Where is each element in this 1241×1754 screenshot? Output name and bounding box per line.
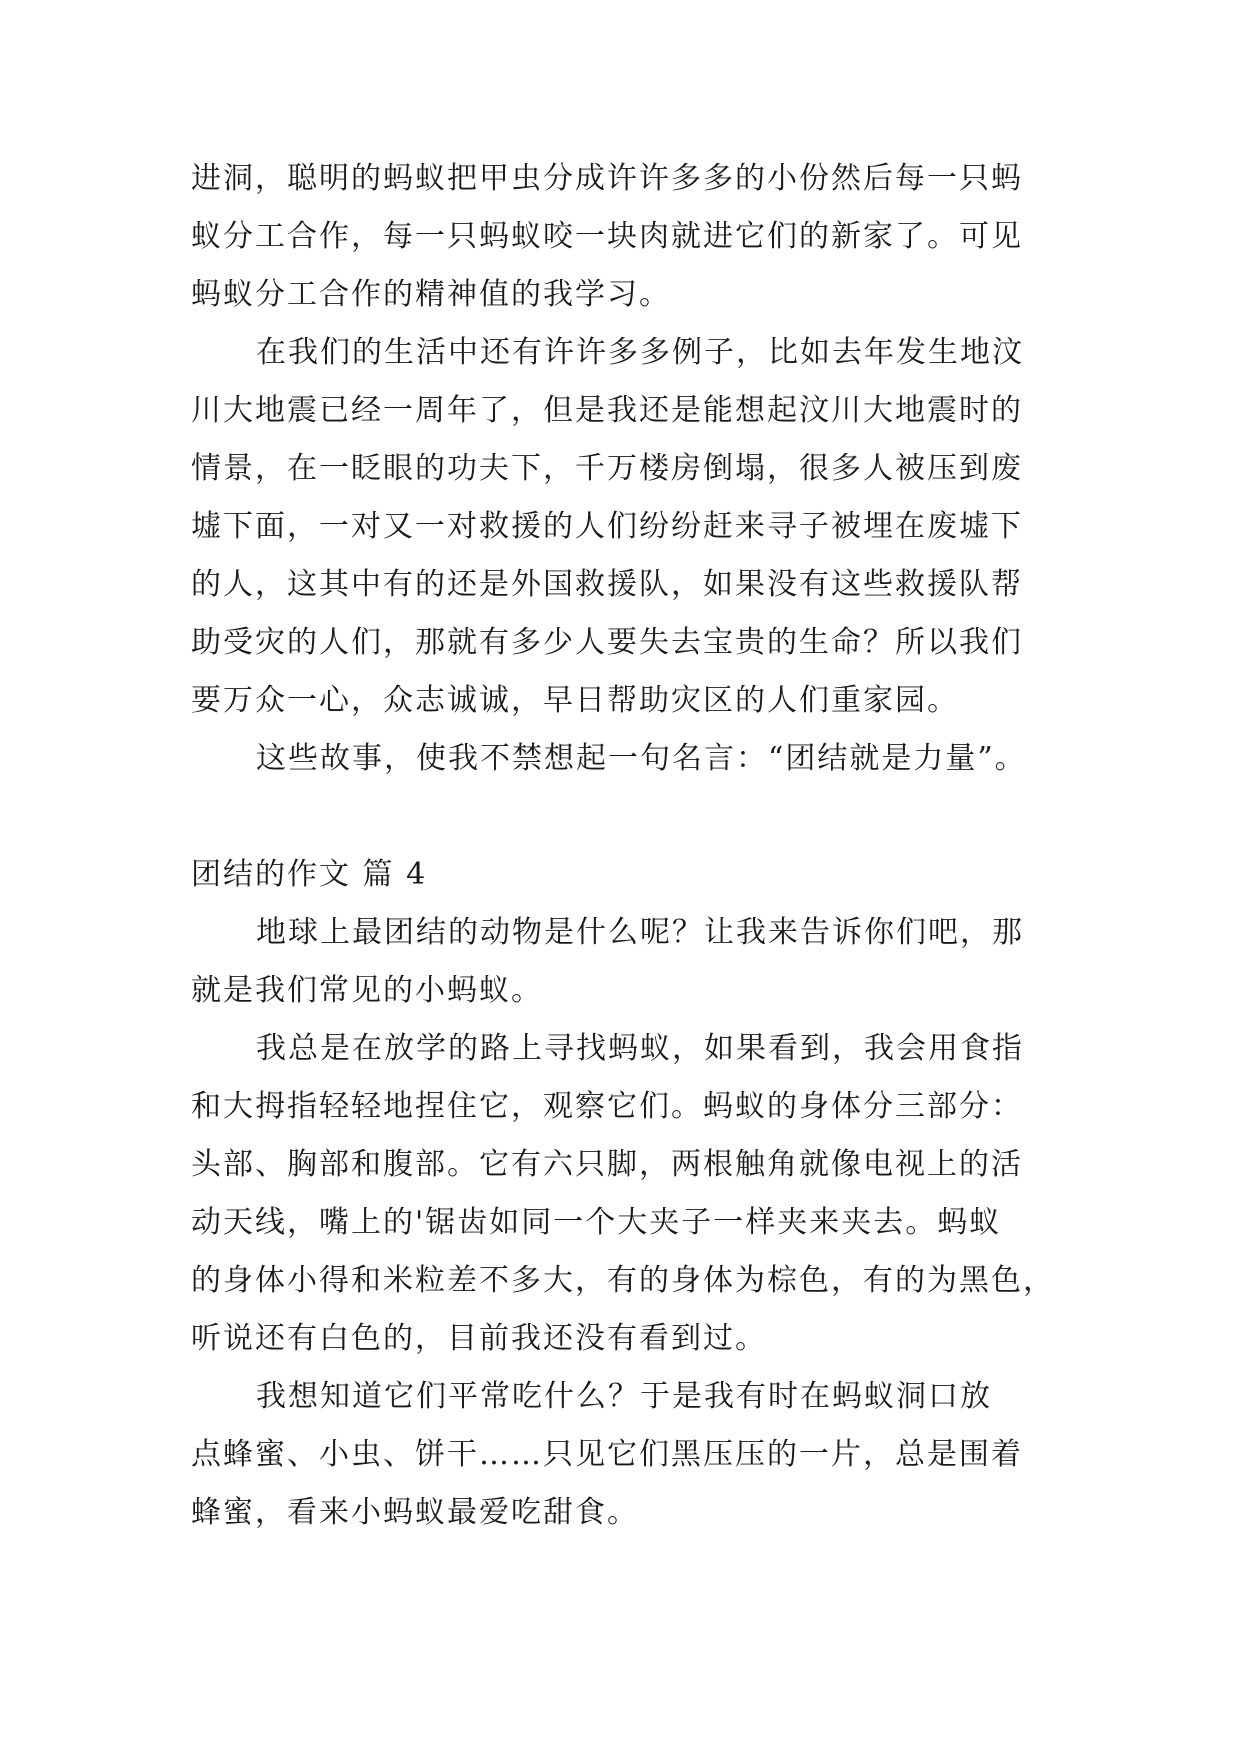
text-line: 和大拇指轻轻地捏住它，观察它们。蚂蚁的身体分三部分： <box>191 1089 1023 1124</box>
text-line: 情景，在一眨眼的功夫下，千万楼房倒塌，很多人被压到废 <box>191 451 1023 486</box>
text-line: 在我们的生活中还有许许多多例子，比如去年发生地汶 <box>256 335 1024 370</box>
paragraph-intro <box>191 150 1061 324</box>
text-line: 蜂蜜，看来小蚂蚁最爱吃甜食。 <box>191 1495 639 1530</box>
paragraph-earthquake <box>191 324 1061 730</box>
paragraph-quote <box>191 730 1061 788</box>
document-body <box>191 150 1061 1542</box>
section-heading: 团结的作文 篇 4 <box>191 857 428 892</box>
text-line: 墟下面，一对又一对救援的人们纷纷赶来寻子被埋在废墟下 <box>191 509 1023 544</box>
text-line: 川大地震已经一周年了，但是我还是能想起汶川大地震时的 <box>191 393 1023 428</box>
text-line: 要万众一心，众志诚诚，早日帮助灾区的人们重家园。 <box>191 683 959 718</box>
text-line: 的身体小得和米粒差不多大，有的身体为棕色，有的为黑色， <box>191 1263 1055 1298</box>
text-line: 我总是在放学的路上寻找蚂蚁，如果看到，我会用食指 <box>256 1031 1024 1066</box>
paragraph-ant-intro <box>191 904 1061 1020</box>
text-line: 点蜂蜜、小虫、饼干……只见它们黑压压的一片，总是围着 <box>191 1437 1023 1472</box>
text-line: 我想知道它们平常吃什么？于是我有时在蚂蚁洞口放 <box>256 1379 992 1414</box>
text-line: 听说还有白色的，目前我还没有看到过。 <box>191 1321 767 1356</box>
text-line: 动天线，嘴上的'锯齿如同一个大夹子一样夹来夹去。蚂蚁 <box>191 1205 1002 1240</box>
text-line: 进洞，聪明的蚂蚁把甲虫分成许许多多的小份然后每一只蚂 <box>191 161 1023 196</box>
text-line: 地球上最团结的动物是什么呢？让我来告诉你们吧，那 <box>256 915 1024 950</box>
text-line: 头部、胸部和腹部。它有六只脚，两根触角就像电视上的活 <box>191 1147 1023 1182</box>
text-line: 助受灾的人们，那就有多少人要失去宝贵的生命？所以我们 <box>191 625 1023 660</box>
text-line: 蚂蚁分工合作的精神值的我学习。 <box>191 277 671 312</box>
text-line: 的人，这其中有的还是外国救援队，如果没有这些救援队帮 <box>191 567 1023 602</box>
text-line: 就是我们常见的小蚂蚁。 <box>191 973 543 1008</box>
text-line: 这些故事，使我不禁想起一句名言：“团结就是力量”。 <box>256 741 1027 776</box>
paragraph-ant-food <box>191 1368 1061 1542</box>
section-gap <box>191 788 1061 846</box>
paragraph-ant-body <box>191 1020 1061 1368</box>
text-line: 蚁分工合作，每一只蚂蚁咬一块肉就进它们的新家了。可见 <box>191 219 1023 254</box>
